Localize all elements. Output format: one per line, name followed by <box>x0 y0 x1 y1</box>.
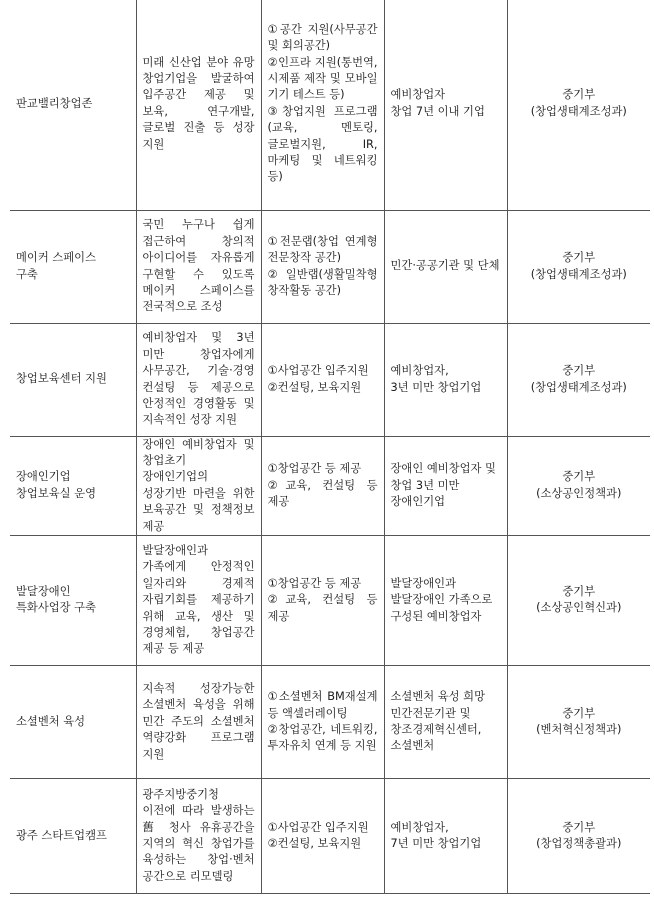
division: (창업생태계조성과) <box>530 267 627 281</box>
table-row <box>10 778 650 893</box>
support-item: ②컨설팅, 보육지원 <box>267 380 362 394</box>
ministry: 중기부 <box>562 820 596 834</box>
program-name: 소셜벤처 육성 <box>16 714 86 728</box>
target-line: 발달장애인과 발달장애인 가족으로 구성된 예비창업자 <box>390 576 493 623</box>
program-purpose: 장애인 예비창업자 및 창업초기 장애인기업의 성장기반 마련을 위한 보육공간 및 정책정보 제공 <box>136 436 261 535</box>
table-row <box>10 0 650 210</box>
ministry: 중기부 <box>562 88 596 102</box>
ministry: 중기부 <box>562 364 596 378</box>
support-item: ③창업지원 프로그램(교육, 멘토링, 글로벌지원, IR, 마케팅 및 네트워킹 등) <box>267 104 378 184</box>
program-name: 발달장애인 <box>16 585 71 599</box>
program-name: 창업보육실 운영 <box>16 486 96 500</box>
division: (벤처혁신정책과) <box>536 722 622 736</box>
program-purpose: 미래 신산업 분야 유망 창업기업을 발굴하여 입주공간 제공 및 보육, 연구개발, 글로벌 진출 등 성장 지원 <box>136 0 261 210</box>
target-line: 예비창업자, <box>390 820 449 834</box>
program-name-cell <box>10 323 136 436</box>
program-name-cell <box>10 210 136 323</box>
support-content-cell <box>261 778 384 893</box>
target-cell <box>384 0 507 210</box>
program-name: 창업보육센터 지원 <box>16 372 107 386</box>
program-name-cell <box>10 778 136 893</box>
target-cell <box>384 210 507 323</box>
support-content-cell <box>261 535 384 665</box>
target-line: 소셜벤처 육성 희망 민간전문기관 및 창조경제혁신센터, 소셜벤처 <box>390 690 485 753</box>
program-purpose: 발달장애인과 가족에게 안정적인 일자리와 경제적 자립기회를 제공하기 위해 교육, 생산 및 경영체험, 창업공간 제공 등 제공 <box>136 535 261 665</box>
program-name-cell <box>10 535 136 665</box>
table-row <box>10 323 650 436</box>
ministry: 중기부 <box>562 585 596 599</box>
support-item: ②교육, 컨설팅 등 제공 <box>267 478 378 508</box>
program-name: 특화사업장 구축 <box>16 601 96 615</box>
target-cell <box>384 436 507 535</box>
table-row <box>10 665 650 778</box>
support-item: ①창업공간 등 제공 <box>267 462 362 476</box>
program-name: 장애인기업 <box>16 470 71 484</box>
department-cell <box>507 535 650 665</box>
target-line: 장애인 예비창업자 및 창업 3년 미만 장애인기업 <box>390 462 496 508</box>
program-name-cell <box>10 0 136 210</box>
target-line: 민간·공공기관 및 단체 <box>390 259 500 273</box>
target-cell <box>384 535 507 665</box>
program-name: 메이커 스페이스 <box>16 251 96 265</box>
program-purpose: 지속적 성장가능한 소셜벤처 육성을 위해 민간 주도의 소셜벤처 역량강화 프로그램 지원 <box>136 665 261 778</box>
support-content-cell <box>261 210 384 323</box>
department-cell <box>507 323 650 436</box>
division: (창업생태계조성과) <box>530 104 627 118</box>
support-content-cell <box>261 0 384 210</box>
program-purpose: 예비창업자 및 3년 미만 창업자에게 사무공간, 기술·경영 컨설팅 등 제공으로 안정적인 경영활동 및 지속적인 성장 지원 <box>136 323 261 436</box>
target-cell <box>384 778 507 893</box>
ministry: 중기부 <box>562 706 596 720</box>
division: (창업정책총괄과) <box>536 836 622 850</box>
table-row <box>10 436 650 535</box>
target-line: 3년 미만 창업기업 <box>390 380 482 394</box>
target-line: 창업 7년 이내 기업 <box>390 104 485 118</box>
support-item: ①사업공간 입주지원 <box>267 820 369 834</box>
support-item: ②일반랩(생활밀착형 창작활동 공간) <box>267 267 378 297</box>
target-line: 예비창업자, <box>390 364 449 378</box>
support-item: ①사업공간 입주지원 <box>267 364 369 378</box>
program-purpose: 국민 누구나 쉽게 접근하여 창의적 아이디어를 자유롭게 구현할 수 있도록 메이커 스페이스를 전국적으로 조성 <box>136 210 261 323</box>
division: (창업생태계조성과) <box>530 380 627 394</box>
target-line: 7년 미만 창업기업 <box>390 836 482 850</box>
program-name: 광주 스타트업캠프 <box>16 828 107 842</box>
program-name-cell <box>10 665 136 778</box>
table-row <box>10 210 650 323</box>
program-purpose: 광주지방중기청 이전에 따라 발생하는 舊 청사 유휴공간을 지역의 혁신 창업가를 육성하는 창업·벤처 공간으로 리모델링 <box>136 778 261 893</box>
ministry: 중기부 <box>562 470 596 484</box>
program-name: 구축 <box>16 267 38 281</box>
program-name: 판교밸리창업존 <box>16 96 93 110</box>
ministry: 중기부 <box>562 251 596 265</box>
support-content-cell <box>261 665 384 778</box>
support-programs-table <box>10 0 650 894</box>
division: (소상공인정책과) <box>536 486 622 500</box>
support-item: ②컨설팅, 보육지원 <box>267 836 362 850</box>
target-line: 예비창업자 <box>390 88 446 102</box>
support-item: ②창업공간, 네트워킹, 투자유치 연계 등 지원 <box>267 722 378 753</box>
support-item: ①소셜벤처 BM재설계 등 액셀러레이팅 <box>267 690 378 720</box>
target-cell <box>384 323 507 436</box>
support-item: ①공간 지원(사무공간 및 회의공간) <box>267 22 378 53</box>
support-content-cell <box>261 323 384 436</box>
department-cell <box>507 778 650 893</box>
department-cell <box>507 0 650 210</box>
department-cell <box>507 665 650 778</box>
department-cell <box>507 210 650 323</box>
support-item: ②인프라 지원(통번역, 시제품 제작 및 모바일 기기 테스트 등) <box>267 55 378 102</box>
division: (소상공인혁신과) <box>536 601 622 615</box>
support-item: ②교육, 컨설팅 등 제공 <box>267 593 378 623</box>
department-cell <box>507 436 650 535</box>
support-content-cell <box>261 436 384 535</box>
program-name-cell <box>10 436 136 535</box>
target-cell <box>384 665 507 778</box>
support-item: ①전문랩(창업 연계형 전문창작 공간) <box>267 234 378 265</box>
table-row <box>10 535 650 665</box>
support-item: ①창업공간 등 제공 <box>267 576 362 590</box>
